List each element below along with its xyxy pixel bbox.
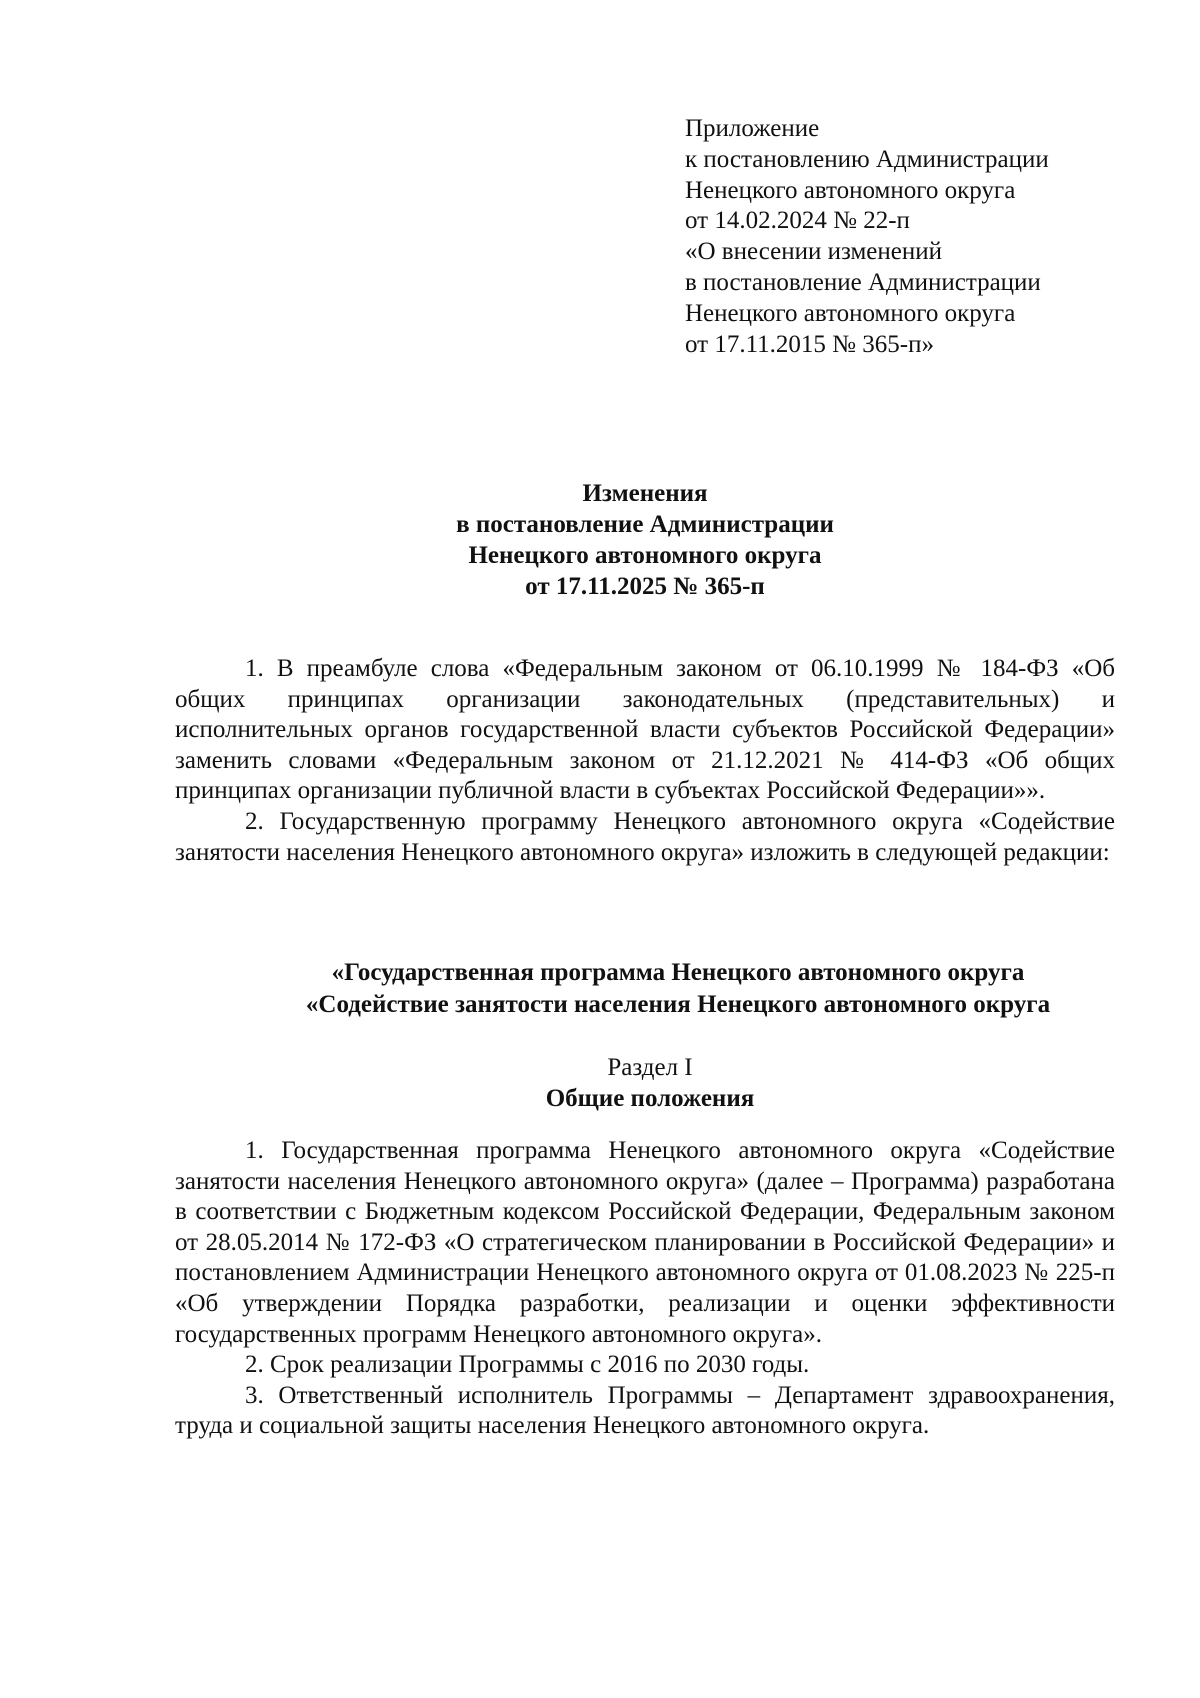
appendix-line: «О внесении изменений — [685, 238, 943, 266]
appendix-line: от 17.11.2015 № 365-п» — [685, 330, 934, 358]
program-title-line: «Содействие занятости населения Ненецкого автономного округа — [305, 991, 1051, 1018]
section-number: Раздел I — [607, 1054, 693, 1081]
program-title-line: «Государственная программа Ненецкого автономного округа — [331, 959, 1025, 986]
provision-paragraph: 3. Ответственный исполнитель Программы – Департамент здравоохранения, труда и социальной защиты населения Ненецкого автономного округа. — [175, 1381, 1115, 1440]
provision-paragraph: 2. Срок реализации Программы с 2016 по 2030 годы. — [245, 1351, 810, 1379]
program-title — [0, 957, 1200, 1021]
appendix-line: Ненецкого автономного округа — [685, 176, 1016, 204]
section-heading — [0, 1052, 1200, 1114]
amendment-paragraph: 1. В преамбуле слова «Федеральным законом от 06.10.1999 № 184-ФЗ «Об общих принципах организации законодательных (представительных) и исполнительных органов государственной власти субъектов Российской Федерации» заменить словами «Федеральным законом от 21.12.2021 № 414-ФЗ «Об общих принципах организации публичной власти в субъектах Российской Федерации»». — [175, 655, 1115, 805]
appendix-line: к постановлению Администрации — [685, 145, 1049, 173]
title-line: Ненецкого автономного округа — [468, 542, 822, 569]
amendment-paragraph: 2. Государственную программу Ненецкого автономного округа «Содействие занятости населения Ненецкого автономного округа» изложить в следующей редакции: — [175, 807, 1115, 866]
appendix-block — [685, 114, 1049, 360]
appendix-line: от 14.02.2024 № 22-п — [685, 207, 910, 235]
appendix-line: в постановление Администрации — [685, 268, 1041, 296]
provision-paragraph: 1. Государственная программа Ненецкого автономного округа «Содействие занятости населения Ненецкого автономного округа» (далее – Программа) разработана в соответствии с Бюджетным кодексом Российской Федерации, Федеральным законом от 28.05.2014 № 172-ФЗ «О стратегическом планировании в Российской Федерации» и постановлением Администрации Ненецкого автономного округа от 01.08.2023 № 225-п «Об утверждении Порядка разработки, реализации и оценки эффективности государственных программ Ненецкого автономного округа». — [175, 1137, 1115, 1348]
document-title — [0, 478, 1200, 602]
title-line: Изменения — [582, 480, 708, 507]
provisions-block — [175, 1136, 1115, 1442]
title-line: от 17.11.2025 № 365-п — [525, 573, 765, 600]
title-line: в постановление Администрации — [456, 511, 834, 538]
appendix-line: Приложение — [685, 115, 820, 142]
section-name: Общие положения — [545, 1085, 755, 1112]
appendix-line: Ненецкого автономного округа — [685, 299, 1016, 327]
amendments-block — [175, 654, 1115, 868]
